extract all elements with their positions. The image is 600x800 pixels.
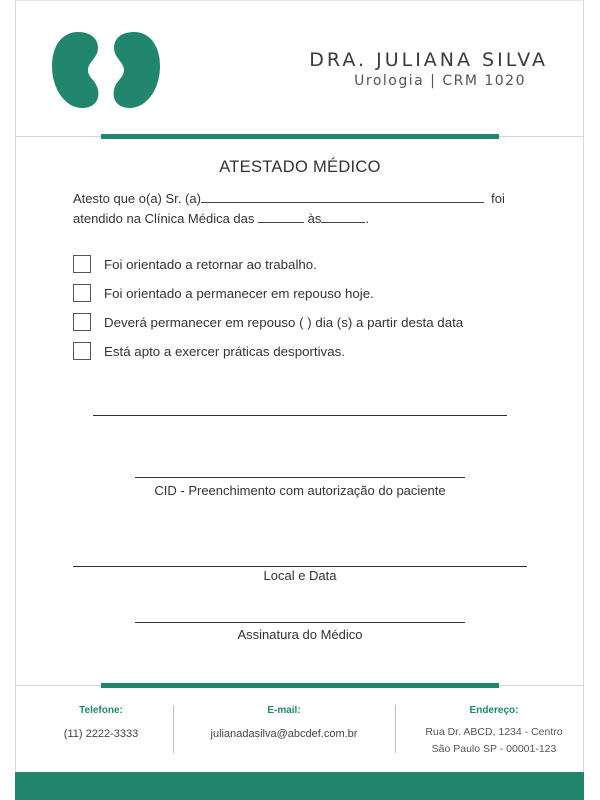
checkbox[interactable]: [73, 284, 91, 302]
cid-line[interactable]: [135, 477, 465, 478]
doctor-name: DRA. JULIANA SILVA: [309, 49, 548, 71]
document-border: [15, 0, 584, 772]
local-date-line[interactable]: [73, 566, 527, 567]
phone-heading: Telefone:: [79, 705, 123, 716]
footer-divider-1: [173, 705, 174, 753]
patient-line: [73, 190, 505, 206]
certificate-title: ATESTADO MÉDICO: [219, 158, 381, 176]
address-line-1: Rua Dr. ABCD, 1234 - Centro: [425, 726, 563, 738]
bottom-band: [15, 772, 584, 800]
address-line-2: São Paulo SP - 00001-123: [431, 743, 557, 755]
notes-line[interactable]: [93, 415, 507, 416]
header-accent-bar: [101, 134, 499, 139]
phone-value: (11) 2222-3333: [63, 728, 139, 740]
email-value[interactable]: julianadasilva@abcdef.com.br: [210, 728, 358, 740]
doctor-specialty: Urologia | CRM 1020: [354, 73, 526, 89]
address-lines: [402, 724, 586, 758]
patient-name-field[interactable]: [201, 190, 484, 203]
time-line-end: .: [365, 211, 369, 226]
time-line-middle: às: [307, 211, 322, 226]
time-to-field[interactable]: [321, 210, 365, 223]
email-heading: E-mail:: [267, 705, 301, 716]
footer-phone: [40, 705, 162, 740]
footer-accent-bar: [101, 683, 499, 688]
cid-label: CID - Preenchimento com autorização do paciente: [154, 483, 446, 498]
option-label: Está apto a exercer práticas desportivas.: [104, 344, 345, 359]
time-line-prefix: atendido na Clínica Médica das: [73, 211, 255, 226]
local-date-label: Local e Data: [263, 568, 337, 583]
kidneys-icon: [52, 30, 160, 110]
footer-divider-2: [395, 705, 396, 753]
signature-line[interactable]: [135, 622, 465, 623]
footer-address: [402, 705, 586, 758]
option-label: Foi orientado a retornar ao trabalho.: [104, 257, 317, 272]
footer-email: [180, 705, 388, 740]
signature-label: Assinatura do Médico: [237, 627, 363, 642]
patient-line-suffix: foi: [491, 191, 505, 206]
patient-line-prefix: Atesto que o(a) Sr. (a): [73, 191, 201, 206]
option-label: Deverá permanecer em repouso ( ) dia (s) a partir desta data: [104, 315, 464, 330]
option-label: Foi orientado a permanecer em repouso hoje.: [104, 286, 374, 301]
checkbox[interactable]: [73, 255, 91, 273]
address-heading: Endereço:: [469, 705, 519, 716]
time-from-field[interactable]: [258, 210, 304, 223]
checkbox[interactable]: [73, 313, 91, 331]
time-line: [73, 210, 369, 226]
checkbox[interactable]: [73, 342, 91, 360]
